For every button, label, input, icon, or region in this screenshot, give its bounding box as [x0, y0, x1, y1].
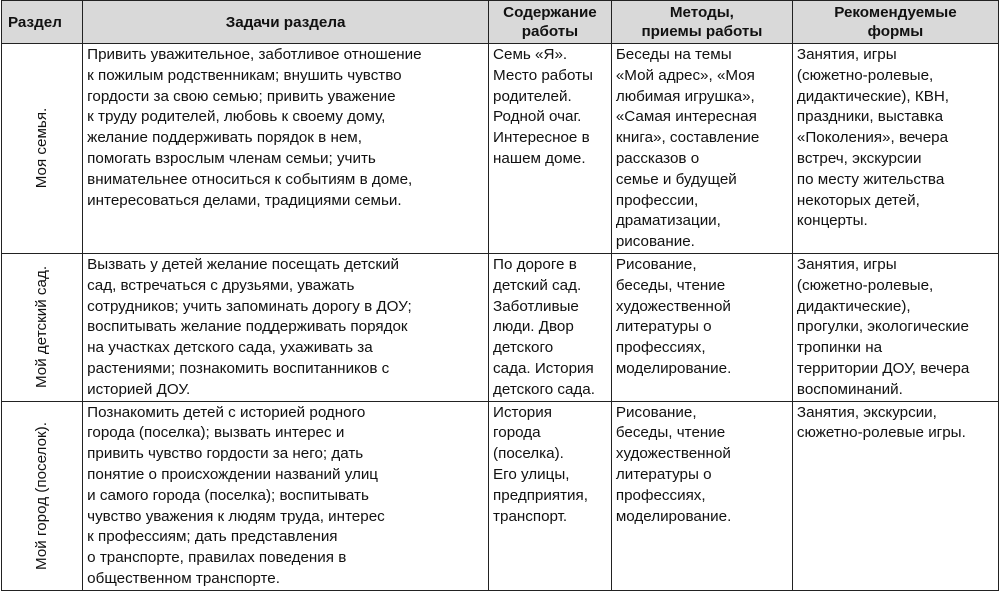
content-cell: История города (поселка). Его улицы, предприятия, транспорт. — [489, 401, 612, 590]
methods-cell: Рисование, беседы, чтение художественной литературы о профессиях, моделирование. — [611, 253, 792, 401]
tasks-cell: Привить уважительное, заботливое отношение к пожилым родственникам; внушить чувство гордости за свою семью; привить уважение к труду родителей, любовь к своему дому, желание поддерживать порядок в нем, помогать взрослым членам семьи; учить внимательнее относиться к событиям в доме, интересоваться делами, традициями семьи. — [83, 44, 489, 254]
forms-cell: Занятия, игры (сюжетно-ролевые, дидактические), прогулки, экологические тропинки на территории ДОУ, вечера воспоминаний. — [792, 253, 998, 401]
header-section: Раздел — [2, 1, 83, 44]
header-content: Содержание работы — [489, 1, 612, 44]
section-label: Мой детский сад. — [33, 266, 51, 389]
content-cell: Семь «Я». Место работы родителей. Родной очаг. Интересное в нашем доме. — [489, 44, 612, 254]
forms-cell: Занятия, экскурсии, сюжетно-ролевые игры. — [792, 401, 998, 590]
content-cell: По дороге в детский сад. Заботливые люди. Двор детского сада. История детского сада. — [489, 253, 612, 401]
header-forms: Рекомендуемые формы — [792, 1, 998, 44]
section-label: Моя семья. — [33, 108, 51, 189]
table-row — [2, 401, 999, 590]
header-row — [2, 1, 999, 44]
methods-cell: Беседы на темы «Мой адрес», «Моя любимая игрушка», «Самая интересная книга», составление рассказов о семье и будущей профессии, драматизации, рисование. — [611, 44, 792, 254]
methods-cell: Рисование, беседы, чтение художественной литературы о профессиях, моделирование. — [611, 401, 792, 590]
tasks-cell: Познакомить детей с историей родного города (поселка); вызвать интерес и привить чувство гордости за него; дать понятие о происхождении названий улиц и самого города (поселка); воспитывать чувство уважения к людям труда, интерес к профессиям; дать представления о транспорте, правилах поведения в общественном транспорте. — [83, 401, 489, 590]
section-label: Мой город (поселок). — [33, 421, 51, 570]
header-methods: Методы, приемы работы — [611, 1, 792, 44]
table-header — [2, 1, 999, 44]
section-cell — [2, 401, 83, 590]
tasks-cell: Вызвать у детей желание посещать детский сад, встречаться с друзьями, уважать сотрудников; учить запоминать дорогу в ДОУ; воспитывать желание поддерживать порядок на участках детского сада, ухаживать за растениями; познакомить воспитанников с историей ДОУ. — [83, 253, 489, 401]
forms-cell: Занятия, игры (сюжетно-ролевые, дидактические), КВН, праздники, выставка «Поколения», вечера встреч, экскурсии по месту жительства некоторых детей, концерты. — [792, 44, 998, 254]
program-table — [1, 0, 999, 591]
header-tasks: Задачи раздела — [83, 1, 489, 44]
section-cell — [2, 44, 83, 254]
table-row — [2, 253, 999, 401]
table-row — [2, 44, 999, 254]
section-cell — [2, 253, 83, 401]
